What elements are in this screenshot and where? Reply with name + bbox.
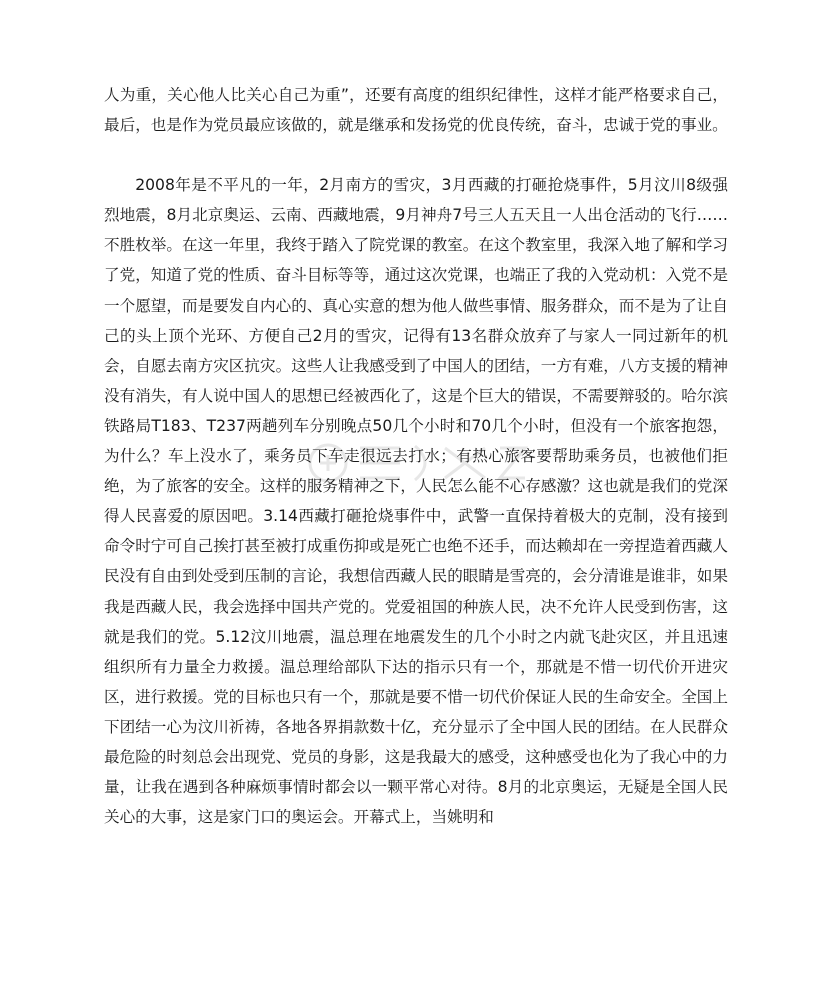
paragraph-main: 2008年是不平凡的一年，2月南方的雪灾，3月西藏的打砸抢烧事件，5月汶川8级强烈地震，8月北京奥运、云南、西藏地震，9月神舟7号三人五天且一人出仓活动的飞行……不胜枚举。在这一年里，我终于踏入了院党课的教室。在这个教室里，我深入地了解和学习了党，知道了党的性质、奋斗目标等等，通过这次党课，也端正了我的入党动机：入党不是一个愿望，而是要发自内心的、真心实意的想为他人做些事情、服务群众，而不是为了让自己的头上顶个光环、方便自己2月的雪灾，记得有13名群众放弃了与家人一同过新年的机会，自愿去南方灾区抗灾。这些人让我感受到了中国人的团结，一方有难，八方支援的精神没有消失，有人说中国人的思想已经被西化了，这是个巨大的错误，不需要辩驳的。哈尔滨铁路局T183、T237两趟列车分别晚点50几个小时和70几个小时，但没有一个旅客抱怨，为什么？车上没水了，乘务员下车走很远去打水；有热心旅客要帮助乘务员，也被他们拒绝，为了旅客的安全。这样的服务精神之下，人民怎么能不心存感激？这也就是我们的党深得人民喜爱的原因吧。3.14西藏打砸抢烧事件中，武警一直保持着极大的克制，没有接到命令时宁可自己挨打甚至被打成重伤抑或是死亡也绝不还手，而达赖却在一旁捏造着西藏人民没有自由到处受到压制的言论，我想信西藏人民的眼睛是雪亮的，会分清谁是谁非，如果我是西藏人民，我会选择中国共产党的。党爱祖国的种族人民，决不允许人民受到伤害，这就是我们的党。5.12汶川地震，温总理在地震发生的几个小时之内就飞赴灾区，并且迅速组织所有力量全力救援。温总理给部队下达的指示只有一个，那就是不惜一切代价开进灾区，进行救援。党的目标也只有一个，那就是要不惜一切代价保证人民的生命安全。全国上下团结一心为汶川祈祷，各地各界捐款数十亿，充分显示了全中国人民的团结。在人民群众最危险的时刻总会出现党、党员的身影，这是我最大的感受，这种感受也化为了我心中的力量，让我在遇到各种麻烦事情时都会以一颗平常心对待。8月的北京奥运，无疑是全国人民关心的大事，这是家门口的奥运会。开幕式上，当姚明和 — [104, 176, 728, 827]
document-body — [104, 80, 728, 832]
paragraph-continuation: 人为重，关心他人比关心自己为重”，还要有高度的组织纪律性，这样才能严格要求自己，最后，也是作为党员最应该做的，就是继承和发扬党的优良传统，奋斗，忠诚于党的事业。 — [104, 86, 728, 135]
